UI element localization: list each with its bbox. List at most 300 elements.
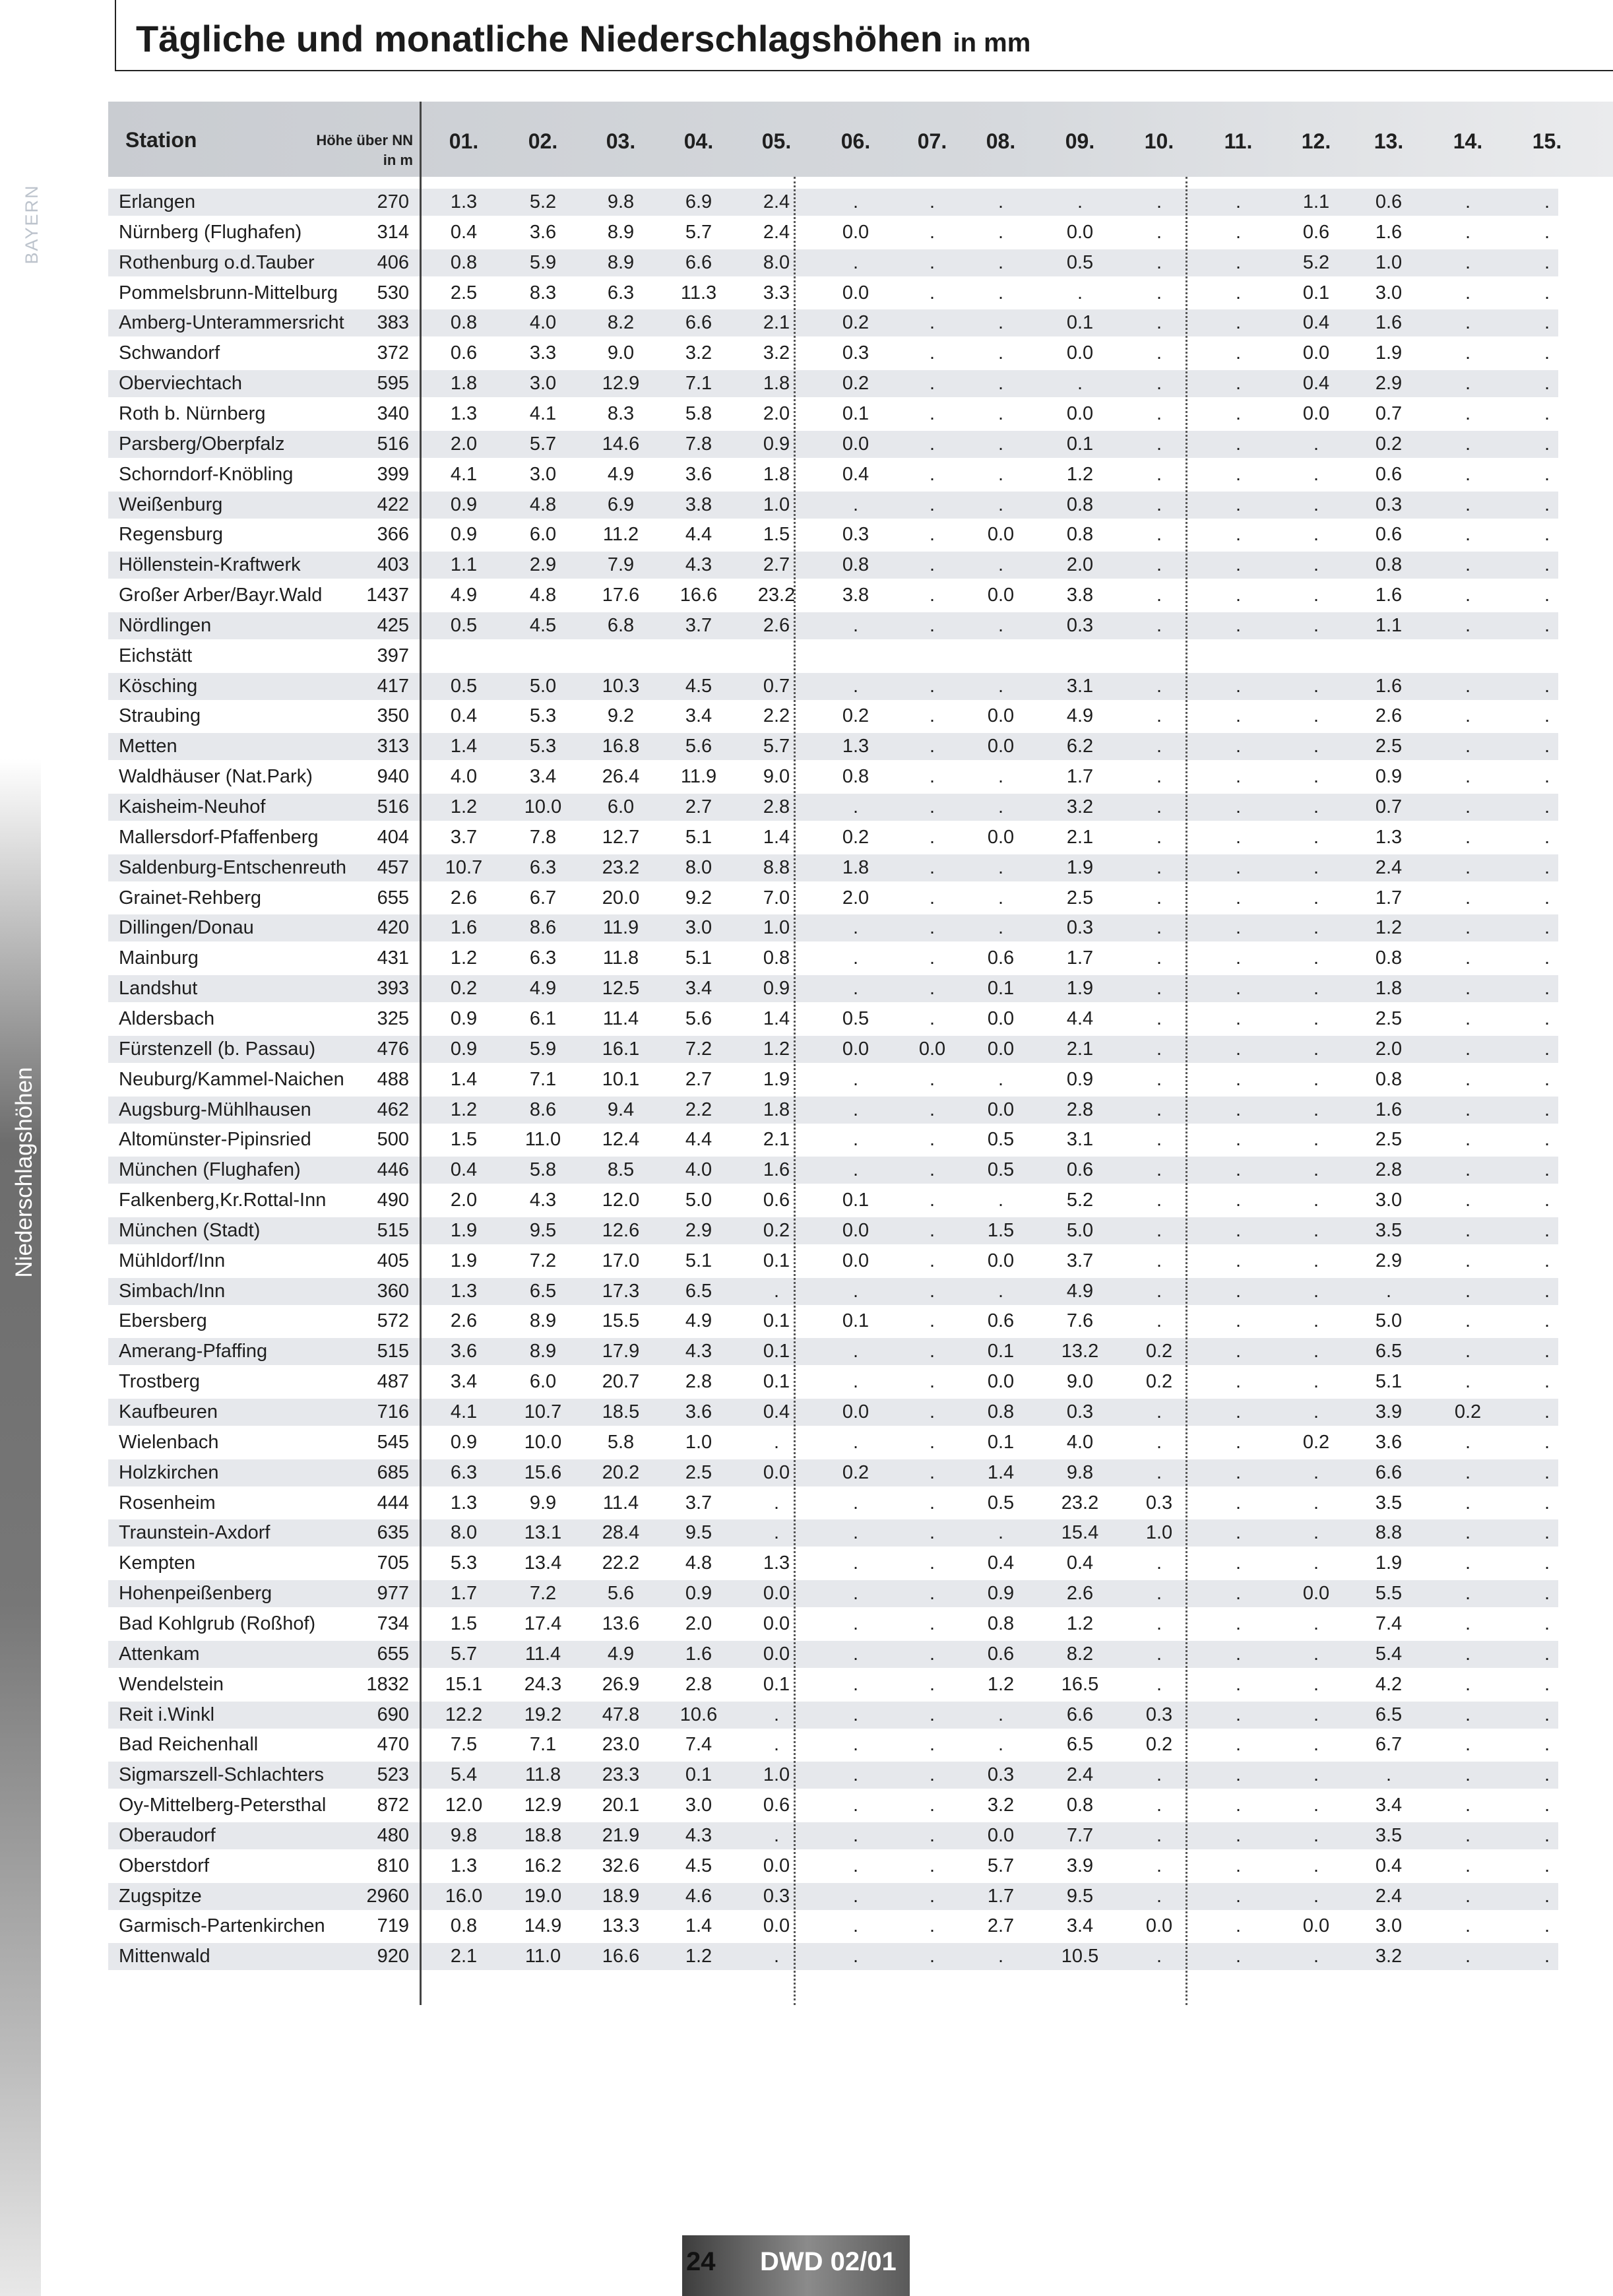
precip-value-day-7: . [929, 766, 935, 788]
precip-value-day-14: . [1465, 1159, 1471, 1181]
precip-value-day-6: 3.8 [842, 585, 870, 606]
precip-value-day-7: . [929, 1371, 935, 1393]
precip-value-day-7: . [929, 1068, 935, 1090]
precip-value-day-13: 6.5 [1375, 1704, 1403, 1725]
precip-value-day-13: 3.0 [1375, 1915, 1403, 1937]
precip-value-day-14: . [1465, 1007, 1471, 1029]
precip-value-day-15: . [1544, 1673, 1550, 1695]
precip-value-day-2: 4.9 [529, 978, 557, 1000]
station-elevation: 523 [377, 1764, 409, 1786]
precip-value-day-3: 10.3 [602, 675, 640, 697]
precip-value-day-3: 7.9 [607, 554, 635, 576]
precip-value-day-6: 0.0 [842, 1038, 870, 1060]
precip-value-day-5: 3.3 [763, 282, 790, 303]
precip-value-day-3: 12.5 [602, 978, 640, 1000]
precip-value-day-3: 6.9 [607, 494, 635, 515]
precip-value-day-10: . [1156, 1099, 1162, 1120]
precip-value-day-3: 16.6 [602, 1946, 640, 1967]
precip-value-day-5: . [773, 1280, 780, 1302]
precip-value-day-4: 8.0 [685, 856, 712, 878]
station-name: Großer Arber/Bayr.Wald [119, 585, 323, 606]
precip-value-day-11: . [1235, 887, 1242, 909]
station-name: Höllenstein-Kraftwerk [119, 554, 301, 576]
precip-value-day-12: . [1313, 1401, 1319, 1422]
precip-value-day-12: . [1313, 705, 1319, 727]
precip-value-day-2: 8.9 [529, 1310, 557, 1332]
precip-value-day-14: . [1465, 1704, 1471, 1725]
precip-value-day-5: 0.8 [763, 947, 790, 969]
station-elevation: 404 [377, 826, 409, 848]
precip-value-day-9: 6.6 [1066, 1704, 1094, 1725]
precip-value-day-8: . [997, 282, 1004, 303]
precip-value-day-14: . [1465, 524, 1471, 546]
precip-value-day-11: . [1235, 585, 1242, 606]
precip-value-day-12: . [1313, 978, 1319, 1000]
precip-value-day-3: 28.4 [602, 1522, 640, 1544]
precip-value-day-8: 0.0 [987, 524, 1015, 546]
header-day-14: 14. [1453, 129, 1483, 153]
precip-value-day-14: . [1465, 221, 1471, 243]
precip-value-day-1: 3.7 [450, 826, 478, 848]
precip-value-day-2: 8.3 [529, 282, 557, 303]
precip-value-day-6: . [852, 1704, 859, 1725]
precip-value-day-7: . [929, 433, 935, 455]
header-station: Station [125, 128, 197, 152]
precip-value-day-11: . [1235, 1492, 1242, 1514]
precip-value-day-13: 0.3 [1375, 494, 1403, 515]
precip-value-day-4: 3.0 [685, 1795, 712, 1816]
precip-value-day-10: . [1156, 1159, 1162, 1181]
precip-value-day-6: . [852, 1552, 859, 1574]
precip-value-day-7: . [929, 675, 935, 697]
precip-value-day-9: 4.4 [1066, 1007, 1094, 1029]
station-name: Ebersberg [119, 1310, 207, 1332]
precip-value-day-15: . [1544, 494, 1550, 515]
precip-value-day-11: . [1235, 1946, 1242, 1967]
precip-value-day-12: . [1313, 1734, 1319, 1756]
precip-value-day-1: 0.2 [450, 978, 478, 1000]
precip-value-day-14: . [1465, 947, 1471, 969]
precip-value-day-15: . [1544, 221, 1550, 243]
precip-value-day-8: . [997, 342, 1004, 364]
station-elevation: 500 [377, 1129, 409, 1151]
precip-value-day-5: 23.2 [757, 585, 796, 606]
precip-value-day-7: . [929, 1219, 935, 1241]
precip-value-day-1: 0.8 [450, 312, 478, 334]
precip-value-day-6: . [852, 1734, 859, 1756]
precip-value-day-4: 11.3 [680, 282, 717, 303]
precip-value-day-15: . [1544, 766, 1550, 788]
precip-value-day-1: 1.1 [450, 554, 478, 576]
precip-value-day-1: 10.7 [445, 856, 483, 878]
precip-value-day-15: . [1544, 675, 1550, 697]
precip-value-day-4: 5.7 [685, 221, 712, 243]
precip-value-day-12: 1.1 [1302, 191, 1330, 212]
precip-value-day-1: 1.2 [450, 1099, 478, 1120]
precip-value-day-9: 0.1 [1066, 312, 1094, 334]
precip-value-day-13: 1.1 [1375, 614, 1403, 636]
precip-value-day-14: . [1465, 1885, 1471, 1907]
precip-value-day-10: 0.2 [1145, 1734, 1173, 1756]
precip-value-day-1: 2.6 [450, 887, 478, 909]
precip-value-day-7: . [929, 1401, 935, 1422]
precip-value-day-13: 2.9 [1375, 373, 1403, 395]
precip-value-day-6: . [852, 1612, 859, 1634]
precip-value-day-3: 20.2 [602, 1461, 640, 1483]
station-name: Kaisheim-Neuhof [119, 796, 266, 817]
precip-value-day-13: 2.0 [1375, 1038, 1403, 1060]
precip-value-day-9: 1.2 [1066, 1612, 1094, 1634]
station-elevation: 487 [377, 1371, 409, 1393]
precip-value-day-1: 0.9 [450, 1431, 478, 1453]
precip-value-day-13: 2.4 [1375, 1885, 1403, 1907]
precip-value-day-2: 3.0 [529, 463, 557, 485]
station-name: Wielenbach [119, 1431, 219, 1453]
precip-value-day-7: . [929, 191, 935, 212]
precip-value-day-4: 7.1 [685, 373, 712, 395]
precip-value-day-9: 0.3 [1066, 917, 1094, 939]
precip-value-day-6: . [852, 1885, 859, 1907]
precip-value-day-4: 7.2 [685, 1038, 712, 1060]
precip-value-day-13: 1.6 [1375, 312, 1403, 334]
precip-value-day-6: 0.2 [842, 1461, 870, 1483]
precip-value-day-10: . [1156, 282, 1162, 303]
precip-value-day-12: . [1313, 1190, 1319, 1211]
header-elevation-line2: in m [383, 152, 413, 168]
precip-value-day-5: 2.7 [763, 554, 790, 576]
precip-value-day-13: 1.6 [1375, 675, 1403, 697]
precip-value-day-2: 19.2 [524, 1704, 562, 1725]
precip-value-day-3: 11.4 [602, 1492, 639, 1514]
precip-value-day-5: 2.0 [763, 402, 790, 424]
precip-value-day-13: 5.1 [1375, 1371, 1403, 1393]
precip-value-day-8: 1.5 [987, 1219, 1015, 1241]
precip-value-day-6 [816, 641, 895, 670]
station-name: München (Flughafen) [119, 1159, 301, 1181]
precip-value-day-5: 0.6 [763, 1795, 790, 1816]
precip-value-day-1: 16.0 [445, 1885, 483, 1907]
header-day-3: 03. [606, 129, 636, 153]
precip-value-day-3: 12.4 [602, 1129, 640, 1151]
header-day-9: 09. [1065, 129, 1095, 153]
precip-value-day-15: . [1544, 1461, 1550, 1483]
precip-value-day-1 [424, 641, 503, 670]
precip-value-day-2: 10.0 [524, 796, 562, 817]
precip-value-day-7: . [929, 1885, 935, 1907]
precip-value-day-10: 0.2 [1145, 1371, 1173, 1393]
precip-value-day-11: . [1235, 1704, 1242, 1725]
precip-value-day-3: 15.5 [602, 1310, 640, 1332]
precip-value-day-15: . [1544, 947, 1550, 969]
precip-value-day-6: . [852, 1068, 859, 1090]
precip-value-day-3: 23.0 [602, 1734, 640, 1756]
station-elevation: 476 [377, 1038, 409, 1060]
precip-value-day-8: . [997, 312, 1004, 334]
station-elevation: 420 [377, 917, 409, 939]
precip-value-day-13: . [1385, 1764, 1392, 1786]
precip-value-day-6: 0.0 [842, 282, 870, 303]
precip-value-day-14: . [1465, 887, 1471, 909]
station-name: Schwandorf [119, 342, 220, 364]
precip-value-day-1: 1.3 [450, 1855, 478, 1876]
precip-value-day-10: . [1156, 614, 1162, 636]
precip-value-day-10: . [1156, 1855, 1162, 1876]
precip-value-day-14: . [1465, 1310, 1471, 1332]
precip-value-day-14: . [1465, 1915, 1471, 1937]
precip-value-day-3: 5.8 [607, 1431, 635, 1453]
precip-value-day-11: . [1235, 1673, 1242, 1695]
precip-value-day-15: . [1544, 312, 1550, 334]
precip-value-day-12: . [1313, 1310, 1319, 1332]
precip-value-day-15: . [1544, 1855, 1550, 1876]
precip-value-day-1: 2.0 [450, 433, 478, 455]
precip-value-day-11: . [1235, 282, 1242, 303]
precip-value-day-5: 1.0 [763, 494, 790, 515]
precip-value-day-15: . [1544, 1431, 1550, 1453]
station-name: Augsburg-Mühlhausen [119, 1099, 311, 1120]
precip-value-day-8: 0.5 [987, 1492, 1015, 1514]
precip-value-day-10: . [1156, 342, 1162, 364]
precip-value-day-13: 1.6 [1375, 221, 1403, 243]
precip-value-day-2: 9.9 [529, 1492, 557, 1514]
precip-value-day-2: 11.0 [524, 1129, 561, 1151]
precip-value-day-2: 4.3 [529, 1190, 557, 1211]
precip-value-day-4: 16.6 [680, 585, 718, 606]
precip-value-day-1: 1.2 [450, 947, 478, 969]
precip-value-day-11: . [1235, 736, 1242, 757]
precip-value-day-15: . [1544, 1915, 1550, 1937]
precip-value-day-1: 2.5 [450, 282, 478, 303]
station-name: Amberg-Unterammersricht [119, 312, 344, 334]
precip-value-day-2: 19.0 [524, 1885, 562, 1907]
precip-value-day-14: . [1465, 554, 1471, 576]
precip-value-day-8: . [997, 1734, 1004, 1756]
precip-value-day-7: . [929, 1522, 935, 1544]
precip-value-day-15: . [1544, 1583, 1550, 1605]
precip-value-day-4 [659, 641, 738, 670]
precip-value-day-2: 7.1 [529, 1734, 557, 1756]
precip-value-day-2: 2.9 [529, 554, 557, 576]
station-elevation: 690 [377, 1704, 409, 1725]
precip-value-day-9: 7.7 [1066, 1824, 1094, 1846]
precip-value-day-7: . [929, 1795, 935, 1816]
precip-value-day-8: 0.6 [987, 947, 1015, 969]
precip-value-day-7: 0.0 [918, 1038, 946, 1060]
precip-value-day-15: . [1544, 1099, 1550, 1120]
precip-value-day-12: . [1313, 1704, 1319, 1725]
precip-value-day-5: . [773, 1704, 780, 1725]
precip-value-day-7: . [929, 1159, 935, 1181]
precip-value-day-14: . [1465, 1190, 1471, 1211]
precip-value-day-2: 14.9 [524, 1915, 562, 1937]
precip-value-day-11: . [1235, 1250, 1242, 1271]
station-elevation: 444 [377, 1492, 409, 1514]
precip-value-day-13: 7.4 [1375, 1612, 1403, 1634]
precip-value-day-15: . [1544, 1764, 1550, 1786]
precip-value-day-12: 0.2 [1302, 1431, 1330, 1453]
precip-value-day-6: . [852, 1341, 859, 1362]
precip-value-day-11: . [1235, 554, 1242, 576]
station-elevation: 397 [377, 645, 409, 666]
precip-value-day-2: 5.9 [529, 251, 557, 273]
precip-value-day-4: 3.0 [685, 917, 712, 939]
precip-value-day-4: 4.8 [685, 1552, 712, 1574]
precip-value-day-8: . [997, 1704, 1004, 1725]
precip-value-day-9: 5.2 [1066, 1190, 1094, 1211]
precip-value-day-3: 18.9 [602, 1885, 640, 1907]
station-elevation: 734 [377, 1612, 409, 1634]
precip-value-day-12: . [1313, 463, 1319, 485]
precip-value-day-13: 5.5 [1375, 1583, 1403, 1605]
precip-value-day-3: 22.2 [602, 1552, 640, 1574]
precip-value-day-8: 0.0 [987, 1007, 1015, 1029]
precip-value-day-5: 1.3 [763, 1552, 790, 1574]
precip-value-day-9: 2.1 [1066, 1038, 1094, 1060]
precip-value-day-11: . [1235, 251, 1242, 273]
precip-value-day-1: 1.4 [450, 1068, 478, 1090]
precip-value-day-1: 1.5 [450, 1129, 478, 1151]
precip-value-day-14: . [1465, 614, 1471, 636]
precip-value-day-4: 4.5 [685, 1855, 712, 1876]
precip-value-day-7: . [929, 887, 935, 909]
precip-value-day-5: . [773, 1824, 780, 1846]
station-elevation: 515 [377, 1219, 409, 1241]
precip-value-day-7: . [929, 1310, 935, 1332]
station-name: Garmisch-Partenkirchen [119, 1915, 325, 1937]
precip-value-day-12: . [1313, 1824, 1319, 1846]
precip-value-day-14: . [1465, 1734, 1471, 1756]
precip-value-day-9: 0.0 [1066, 402, 1094, 424]
precip-value-day-3: 17.9 [602, 1341, 640, 1362]
precip-value-day-15: . [1544, 1371, 1550, 1393]
precip-value-day-13: 0.7 [1375, 796, 1403, 817]
precip-value-day-13: 1.8 [1375, 978, 1403, 1000]
precip-value-day-14: . [1465, 463, 1471, 485]
precip-value-day-9: 13.2 [1061, 1341, 1099, 1362]
precip-value-day-14: . [1465, 1219, 1471, 1241]
precip-value-day-9: 3.9 [1066, 1855, 1094, 1876]
precip-value-day-10: . [1156, 554, 1162, 576]
precip-value-day-6: . [852, 978, 859, 1000]
precip-value-day-13: 1.9 [1375, 342, 1403, 364]
precip-value-day-7: . [929, 1461, 935, 1483]
precip-value-day-12: . [1313, 1159, 1319, 1181]
precip-value-day-14: . [1465, 494, 1471, 515]
precip-value-day-1: 4.1 [450, 463, 478, 485]
precip-value-day-10: . [1156, 433, 1162, 455]
precip-value-day-1: 0.4 [450, 221, 478, 243]
header-day-15: 15. [1532, 129, 1562, 153]
precip-value-day-9: 3.8 [1066, 585, 1094, 606]
precip-value-day-10: . [1156, 585, 1162, 606]
precip-value-day-5: . [773, 1431, 780, 1453]
precip-value-day-4: 0.1 [685, 1764, 712, 1786]
precip-value-day-11: . [1235, 1219, 1242, 1241]
precip-value-day-8: 0.0 [987, 826, 1015, 848]
precip-value-day-1: 1.9 [450, 1219, 478, 1241]
precip-value-day-6: . [852, 1522, 859, 1544]
precip-value-day-15 [1507, 641, 1587, 670]
precip-value-day-2: 5.2 [529, 191, 557, 212]
precip-value-day-5: 1.5 [763, 524, 790, 546]
precip-value-day-8: 1.7 [987, 1885, 1015, 1907]
precip-value-day-9 [1040, 641, 1120, 670]
precip-value-day-10: 0.2 [1145, 1341, 1173, 1362]
station-elevation: 406 [377, 251, 409, 273]
precip-value-day-14: . [1465, 1824, 1471, 1846]
precip-value-day-5: 2.1 [763, 1129, 790, 1151]
precip-value-day-13: 6.5 [1375, 1341, 1403, 1362]
precip-value-day-8: . [997, 191, 1004, 212]
precip-value-day-2: 11.0 [524, 1946, 561, 1967]
precip-value-day-14: . [1465, 585, 1471, 606]
station-name: Oberviechtach [119, 373, 242, 395]
precip-value-day-9: 0.8 [1066, 524, 1094, 546]
precip-value-day-10: . [1156, 736, 1162, 757]
precip-value-day-1: 1.3 [450, 191, 478, 212]
precip-value-day-6: 0.0 [842, 221, 870, 243]
precip-value-day-14: . [1465, 1068, 1471, 1090]
precip-value-day-1: 4.0 [450, 766, 478, 788]
precip-value-day-15: . [1544, 1492, 1550, 1514]
precip-value-day-8: 0.0 [987, 1250, 1015, 1271]
precip-value-day-3: 20.1 [602, 1795, 640, 1816]
precip-value-day-3: 8.9 [607, 251, 635, 273]
precip-value-day-14: . [1465, 736, 1471, 757]
precip-value-day-6: 1.8 [842, 856, 870, 878]
precip-value-day-8: 0.3 [987, 1764, 1015, 1786]
precip-value-day-3 [581, 641, 660, 670]
header-day-4: 04. [683, 129, 714, 153]
precip-value-day-6: . [852, 614, 859, 636]
precip-value-day-9: 0.6 [1066, 1159, 1094, 1181]
precip-value-day-12: 0.0 [1302, 1583, 1330, 1605]
precip-value-day-11: . [1235, 1583, 1242, 1605]
precip-value-day-1: 1.7 [450, 1583, 478, 1605]
precip-value-day-11: . [1235, 1522, 1242, 1544]
station-name: Roth b. Nürnberg [119, 402, 266, 424]
precip-value-day-7: . [929, 402, 935, 424]
precip-value-day-1: 5.4 [450, 1764, 478, 1786]
precip-value-day-4: 2.0 [685, 1612, 712, 1634]
precip-value-day-8: 5.7 [987, 1855, 1015, 1876]
precip-value-day-11: . [1235, 342, 1242, 364]
precip-value-day-3: 4.9 [607, 1643, 635, 1665]
station-name: Amerang-Pfaffing [119, 1341, 268, 1362]
precip-value-day-7: . [929, 826, 935, 848]
precip-value-day-11: . [1235, 917, 1242, 939]
precip-value-day-5: 1.4 [763, 826, 790, 848]
precip-value-day-11: . [1235, 1824, 1242, 1846]
precip-value-day-15: . [1544, 191, 1550, 212]
precip-value-day-1: 1.2 [450, 796, 478, 817]
precip-value-day-3: 12.9 [602, 373, 640, 395]
precip-value-day-12: 0.4 [1302, 312, 1330, 334]
precip-value-day-8: 0.1 [987, 978, 1015, 1000]
precip-value-day-2: 5.3 [529, 736, 557, 757]
precip-value-day-12: . [1313, 917, 1319, 939]
precip-value-day-13: 2.4 [1375, 856, 1403, 878]
station-elevation: 366 [377, 524, 409, 546]
precip-value-day-2: 5.3 [529, 705, 557, 727]
precip-value-day-14: . [1465, 1461, 1471, 1483]
precip-value-day-1: 0.5 [450, 614, 478, 636]
precip-value-day-11: . [1235, 1855, 1242, 1876]
station-name: Simbach/Inn [119, 1280, 226, 1302]
station-elevation: 810 [377, 1855, 409, 1876]
precip-value-day-11: . [1235, 796, 1242, 817]
precip-value-day-13: 0.4 [1375, 1855, 1403, 1876]
